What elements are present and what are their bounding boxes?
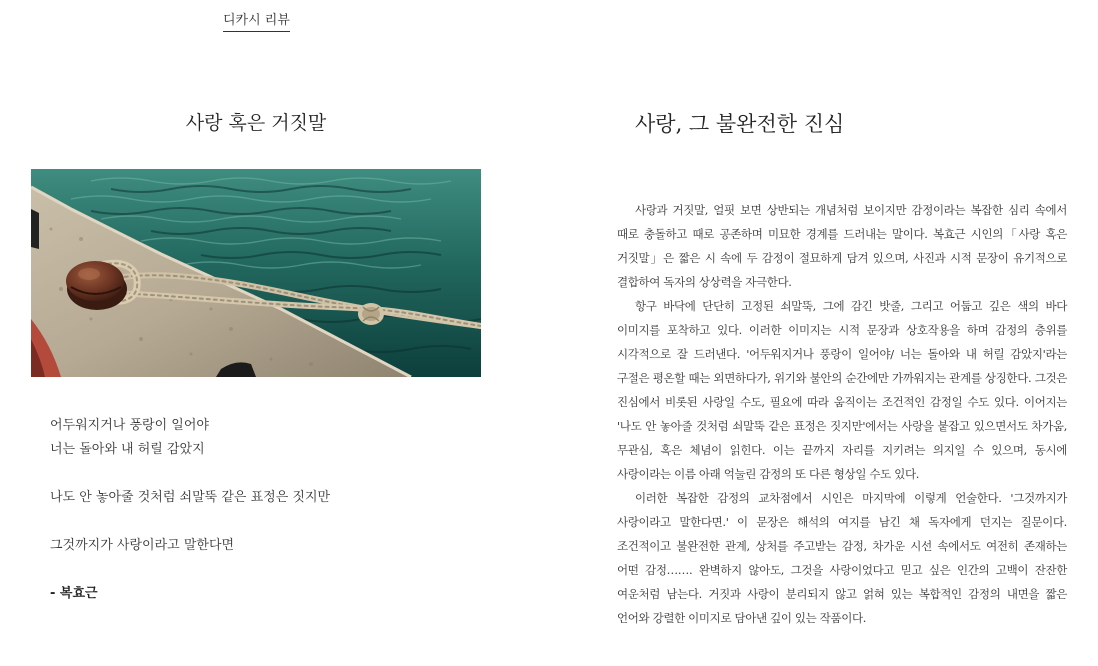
review-paragraph: 사랑과 거짓말, 얼핏 보면 상반되는 개념처럼 보이지만 감정이라는 복잡한 심리 속에서 때로 충돌하고 때로 공존하며 미묘한 경계를 드러내는 말이다. 복효근 시인의「사랑 혹은 거짓말」은 짧은 시 속에 두 감정이 절묘하게 담겨 있으며, 사진과 시적 문장이 유기적으로 결합하여 독자의 상상력을 자극한다.	[617, 203, 1067, 289]
review-title: 사랑, 그 불완전한 진심	[635, 112, 845, 136]
review-body	[617, 198, 1067, 630]
poem-line: 나도 안 놓아줄 것처럼 쇠말뚝 같은 표정은 짓지만	[50, 490, 331, 505]
digital-poem-review-link[interactable]: 디카시 리뷰	[223, 12, 290, 32]
poem-line: 그것까지가 사랑이라고 말한다면	[50, 538, 235, 553]
harbor-bollard-photo	[31, 169, 481, 377]
review-paragraph: 항구 바닥에 단단히 고정된 쇠말뚝, 그에 감긴 밧줄, 그리고 어둡고 깊은 색의 바다 이미지를 포착하고 있다. 이러한 이미지는 시적 문장과 상호작용을 하며 감정의 층위를 시각적으로 잘 드러낸다. '어두워지거나 풍랑이 일어야/ 너는 돌아와 내 허릴 감았지'라는 구절은 평온할 때는 외면하다가, 위기와 불안의 순간에만 가까워지는 관계를 상징한다. 그것은 진심에서 비롯된 사랑일 수도, 필요에 따라 움직이는 조건적인 감정일 수도 있다. 이어지는 '나도 안 놓아줄 것처럼 쇠말뚝 같은 표정은 짓지만'에서는 사랑을 붙잡고 있으면서도 차가움, 무관심, 혹은 체념이 읽힌다. 이는 끝까지 자리를 지키려는 의지일 수 있으며, 동시에 사랑이라는 이름 아래 억눌린 감정의 또 다른 형상일 수도 있다.	[617, 299, 1067, 481]
poem-line: 너는 돌아와 내 허릴 감았지	[50, 442, 205, 457]
poem-author: - 복효근	[50, 586, 98, 601]
poem-line: 어두워지거나 풍랑이 일어야	[50, 418, 209, 433]
review-paragraph: 이러한 복잡한 감정의 교차점에서 시인은 마지막에 이렇게 언술한다. '그것까지가 사랑이라고 말한다면.' 이 문장은 해석의 여지를 남긴 채 독자에게 던지는 질문이다. 조건적이고 불완전한 관계, 상처를 주고받는 감정, 차가운 시선 속에서도 여전히 존재하는 어떤 감정……. 완벽하지 않아도, 그것을 사랑이었다고 믿고 싶은 인간의 고백이 잔잔한 여운처럼 남는다. 거짓과 사랑이 분리되지 않고 얽혀 있는 복합적인 감정의 내면을 짧은 언어와 강렬한 이미지로 담아낸 깊이 있는 작품이다.	[617, 491, 1067, 625]
poem-text	[50, 414, 470, 606]
poem-title: 사랑 혹은 거짓말	[185, 112, 327, 134]
